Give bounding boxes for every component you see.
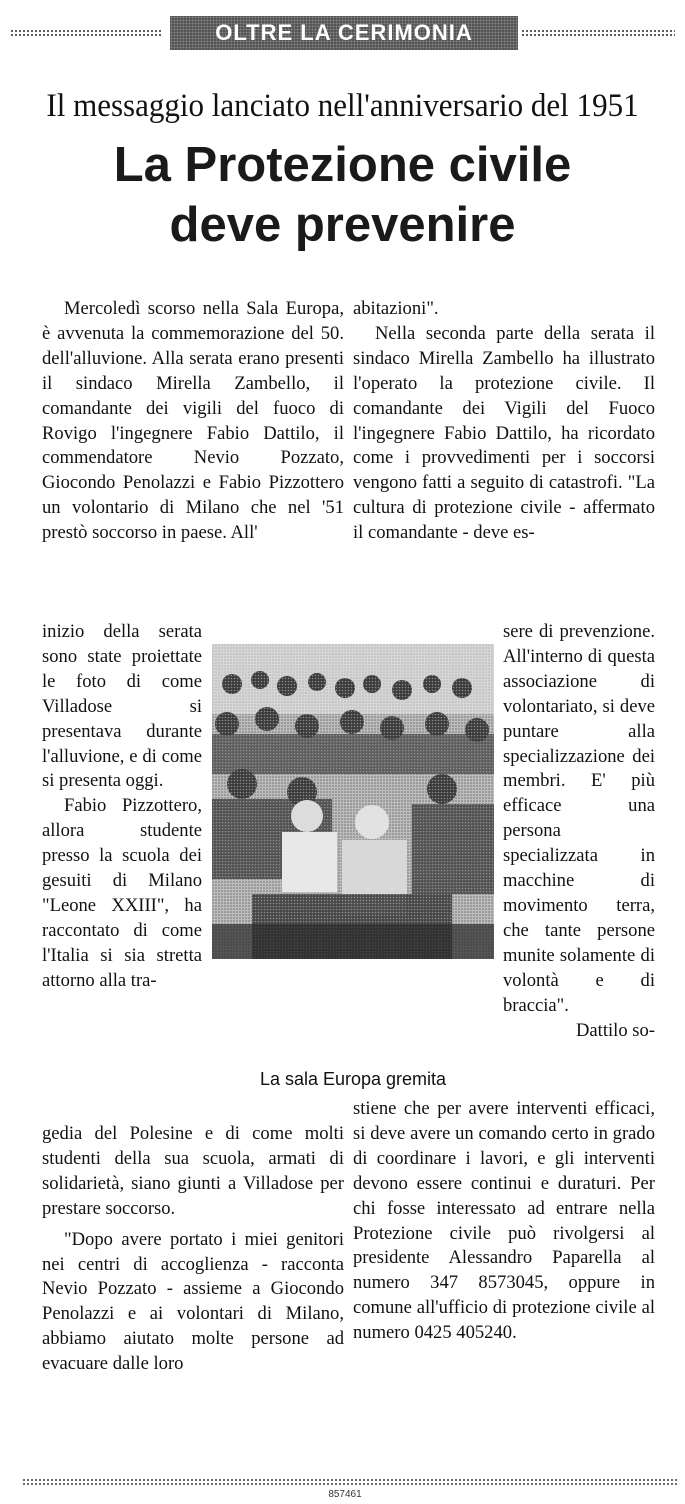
paragraph: Nella seconda parte della serata il sindaco Mirella Zambello ha illustrato l'operato la protezione civile. Il comandante dei Vigili del Fuoco l'ingegnere Fabio Dattilo, ha ricordato come i provvedimenti per i soccorsi vengono fatti a seguito di catastrofi. "La cultura di protezione civile - affermato il comandante - deve es- (353, 322, 655, 544)
column-right-top (353, 297, 655, 546)
section-kicker: OLTRE LA CERIMONIA (170, 16, 518, 50)
paragraph: abitazioni". (353, 298, 439, 319)
paragraph: sere di prevenzione. All'interno di questa associazione di volontariato, si deve puntare alla specializzazione dei membri. E' più efficace una persona specializzata in macchine di movimento terra, che tante persone munite solamente di volontà e di braccia". (503, 621, 655, 1016)
bottom-dotted-rule (22, 1478, 677, 1485)
kicker-bar (10, 14, 675, 54)
column-left-bottom (42, 1122, 344, 1377)
article-headline (0, 135, 685, 255)
paragraph: stiene che per avere interventi efficaci, si deve avere un comando certo in grado di coordinare i lavori, e gli interventi devono essere continui e duraturi. Per chi fosse interessato ad entrare nella Protezione civile può rivolgersi al presidente Alessandro Paparella al numero 347 8573045, oppure in comune all'ufficio di protezione civile al numero 0425 405240. (353, 1098, 655, 1344)
photo-caption: La sala Europa gremita (259, 1069, 447, 1089)
column-left-narrow (42, 620, 202, 994)
column-right-bottom (353, 1097, 655, 1346)
paragraph: Mercoledì scorso nella Sala Europa, è avvenuta la commemorazione del 50. dell'alluvione. Alla serata erano presenti il sindaco Mirella Zambello, il comandante dei vigili del fuoco di Rovigo l'ingegnere Fabio Dattilo, il commendatore Nevio Pozzato, Giocondo Penolazzi e Fabio Pizzottero un volontario di Milano che nel '51 prestò soccorso in paese. All' (42, 298, 344, 544)
paragraph: Fabio Pizzottero, allora studente presso la scuola dei gesuiti di Milano "Leone XXIII", ha raccontato di come l'Italia si sia stretta attorno alla tra- (42, 795, 202, 991)
paragraph: Dattilo so- (575, 1019, 655, 1041)
kicker-dotted-rule-right (521, 29, 675, 38)
article-subtitle: Il messaggio lanciato nell'anniversario del 1951 (46, 88, 639, 124)
headline-line-2: deve prevenire (169, 198, 516, 252)
column-left-top (42, 297, 344, 546)
paragraph: "Dopo avere portato i miei genitori nei centri di accoglienza - racconta Nevio Pozzato - assieme a Giocondo Penolazzi e ai volontari di Milano, abbiamo aiutato molte persone ad evacuare dalle loro (42, 1228, 344, 1375)
audience-photo (212, 644, 494, 959)
paragraph: gedia del Polesine e di come molti studenti della sua scuola, armati di solidarietà, siano giunti a Villadose per prestare soccorso. (42, 1123, 344, 1219)
audience-photo-image (212, 644, 494, 959)
column-right-narrow (503, 620, 655, 1043)
headline-line-1: La Protezione civile (113, 138, 572, 192)
kicker-dotted-rule-left (10, 29, 162, 38)
paragraph: inizio della serata sono state proiettate le foto di come Villadose si presentava durante l'alluvione, e di come si presenta oggi. (42, 621, 202, 792)
page-code: 857461 (328, 1489, 362, 1500)
